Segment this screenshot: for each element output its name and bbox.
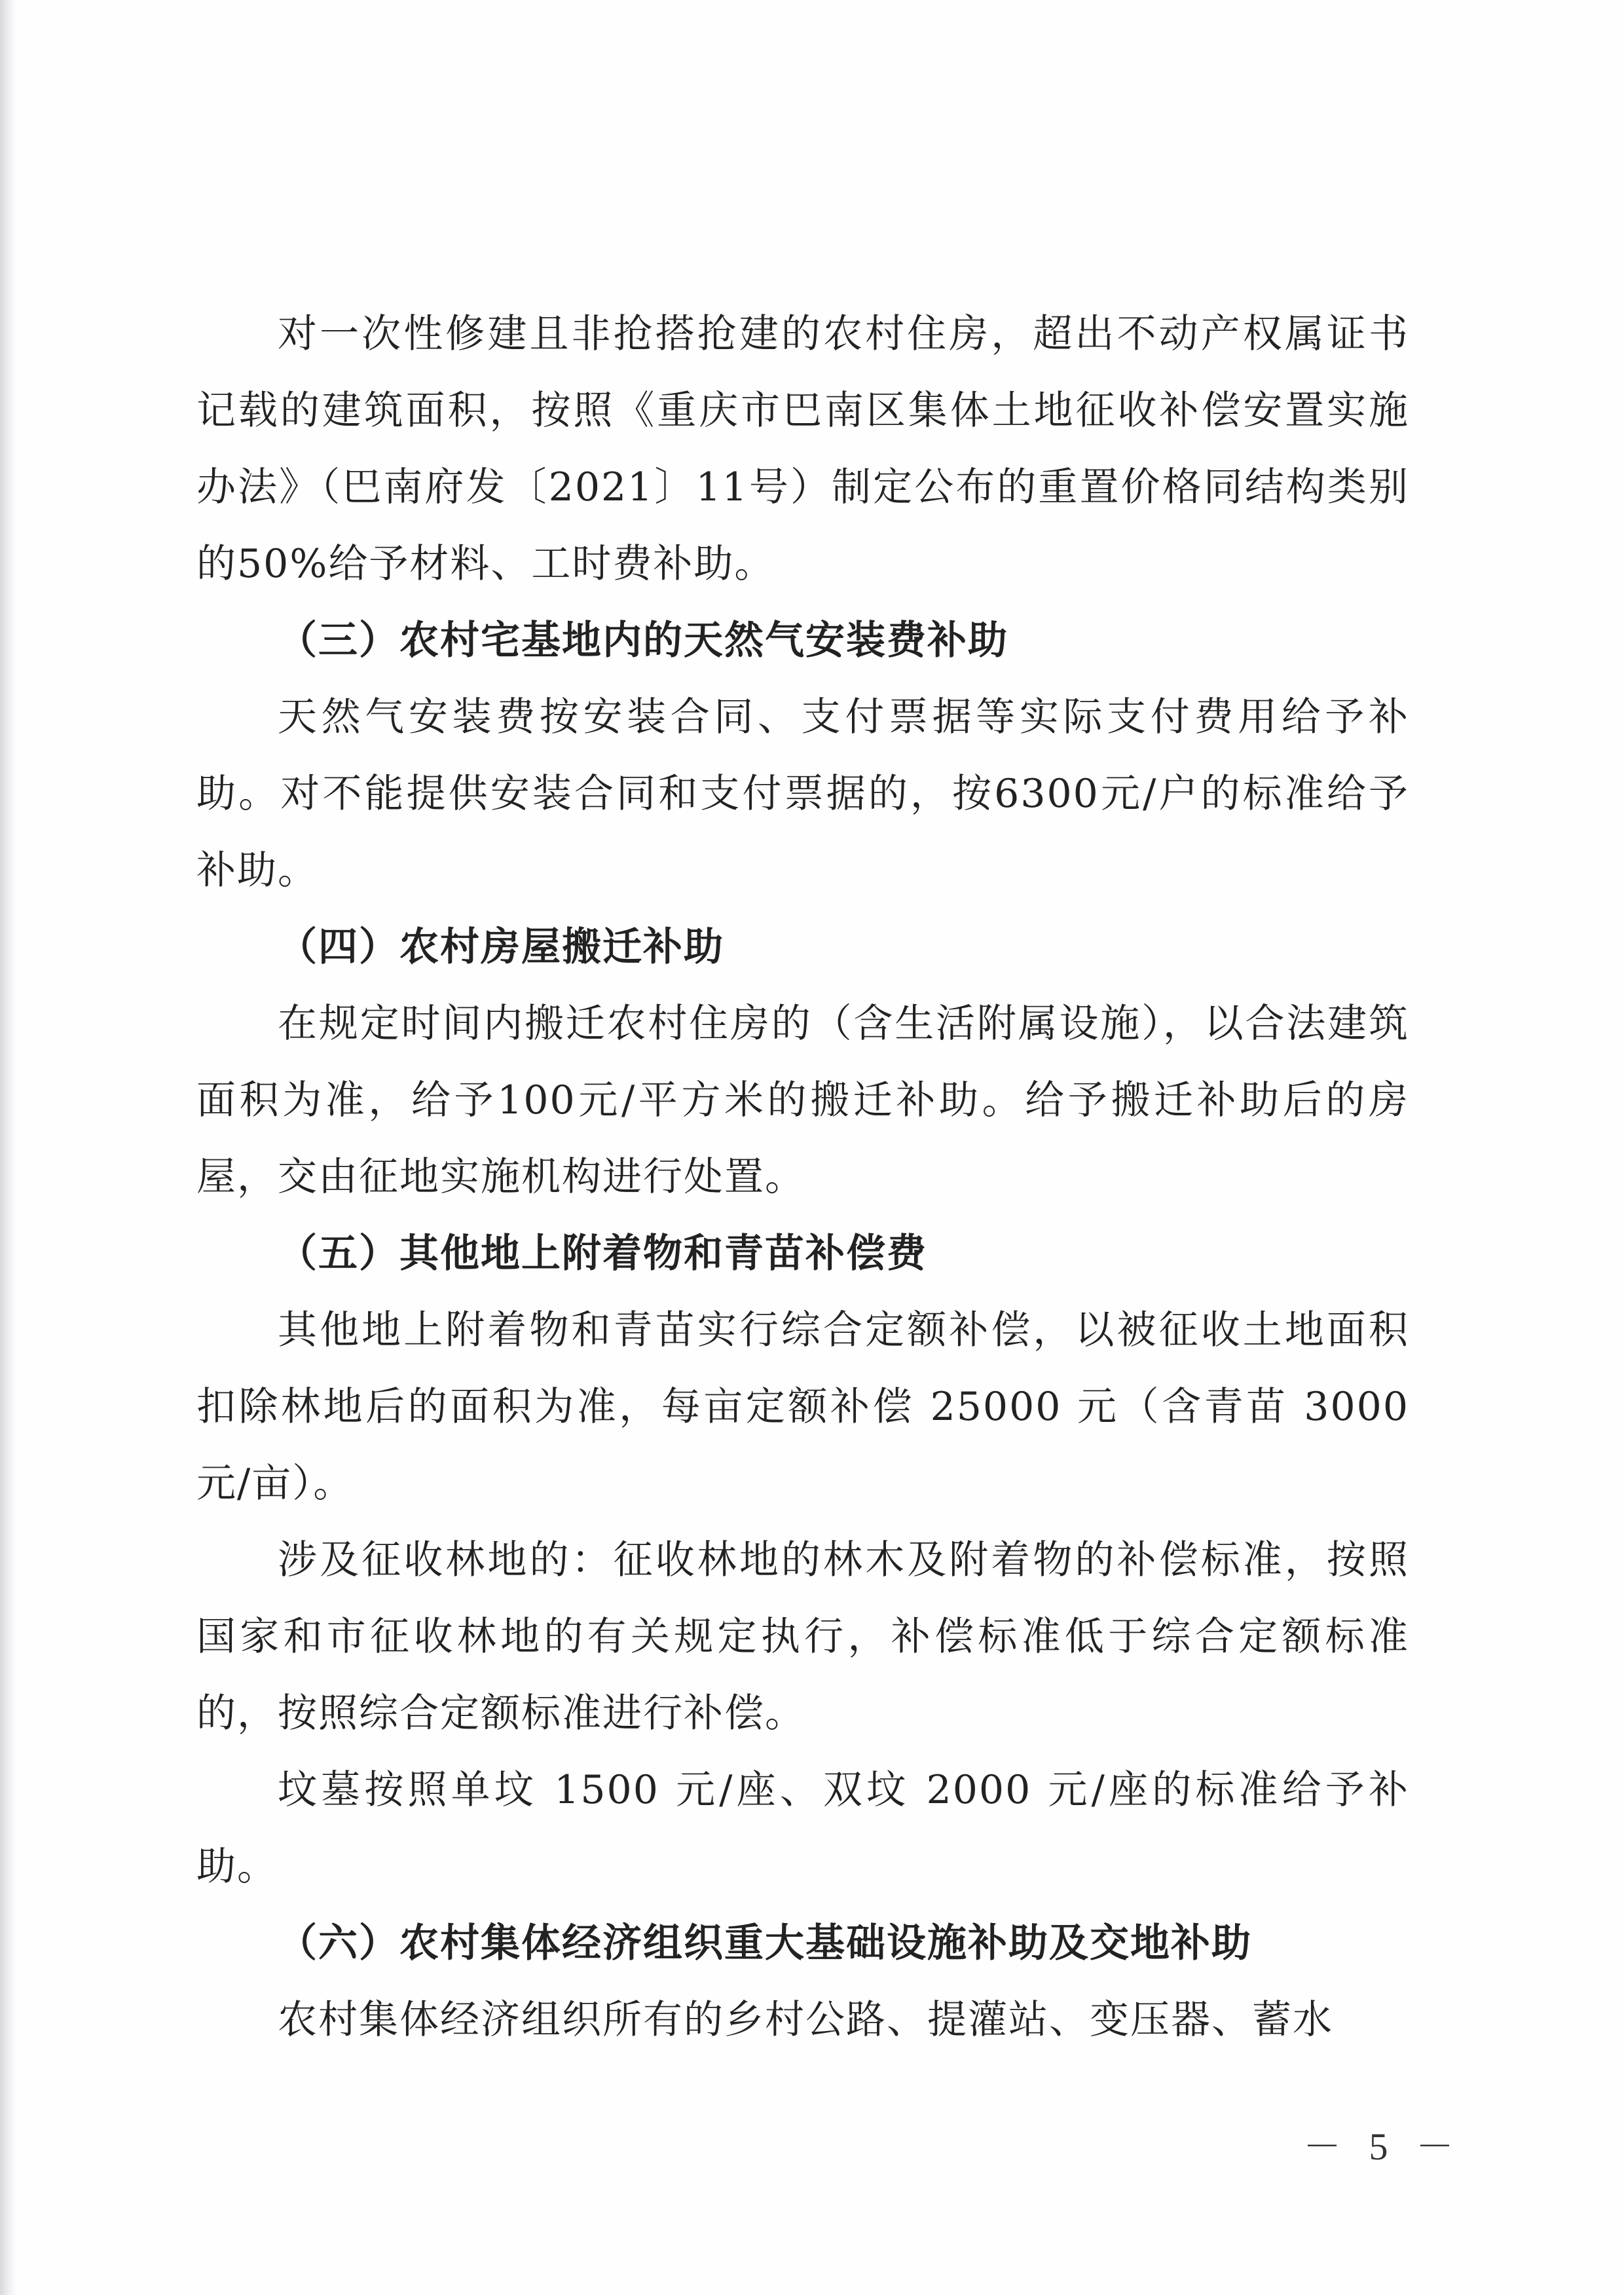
scan-edge-shadow <box>0 0 17 2295</box>
paragraph-building-area-subsidy: 对一次性修建且非抢搭抢建的农村住房，超出不动产权属证书记载的建筑面积，按照《重庆市巴南区集体土地征收补偿安置实施办法》（巴南府发〔2021〕11号）制定公布的重置价格同结构类别的50%给予材料、工时费补助。 <box>196 311 1409 587</box>
page-number: － 5 － <box>1303 2125 1464 2168</box>
heading-infrastructure-subsidy: （六）农村集体经济组织重大基础设施补助及交地补助 <box>278 1920 1252 1966</box>
paragraph-gas-installation: 天然气安装费按安装合同、支付票据等实际支付费用给予补助。对不能提供安装合同和支付票据的，按6300元/户的标准给予补助。 <box>196 694 1409 893</box>
heading-gas-installation-subsidy: （三）农村宅基地内的天然气安装费补助 <box>278 618 1008 663</box>
paragraph-tombs: 坟墓按照单坟 1500 元/座、双坟 2000 元/座的标准给予补助。 <box>196 1767 1409 1890</box>
heading-relocation-subsidy: （四）农村房屋搬迁补助 <box>278 924 724 970</box>
paragraph-forest-land: 涉及征收林地的：征收林地的林木及附着物的补偿标准，按照国家和市征收林地的有关规定执行，补偿标准低于综合定额标准的，按照综合定额标准进行补偿。 <box>196 1537 1409 1736</box>
heading-attachments-compensation: （五）其他地上附着物和青苗补偿费 <box>278 1231 927 1277</box>
paragraph-attachments: 其他地上附着物和青苗实行综合定额补偿，以被征收土地面积扣除林地后的面积为准，每亩定额补偿 25000 元（含青苗 3000 元/亩）。 <box>196 1307 1409 1506</box>
paragraph-infrastructure: 农村集体经济组织所有的乡村公路、提灌站、变压器、蓄水 <box>278 1997 1333 2043</box>
document-body <box>196 296 1409 2059</box>
paragraph-relocation: 在规定时间内搬迁农村住房的（含生活附属设施），以合法建筑面积为准，给予100元/平方米的搬迁补助。给予搬迁补助后的房屋，交由征地实施机构进行处置。 <box>196 1001 1409 1200</box>
